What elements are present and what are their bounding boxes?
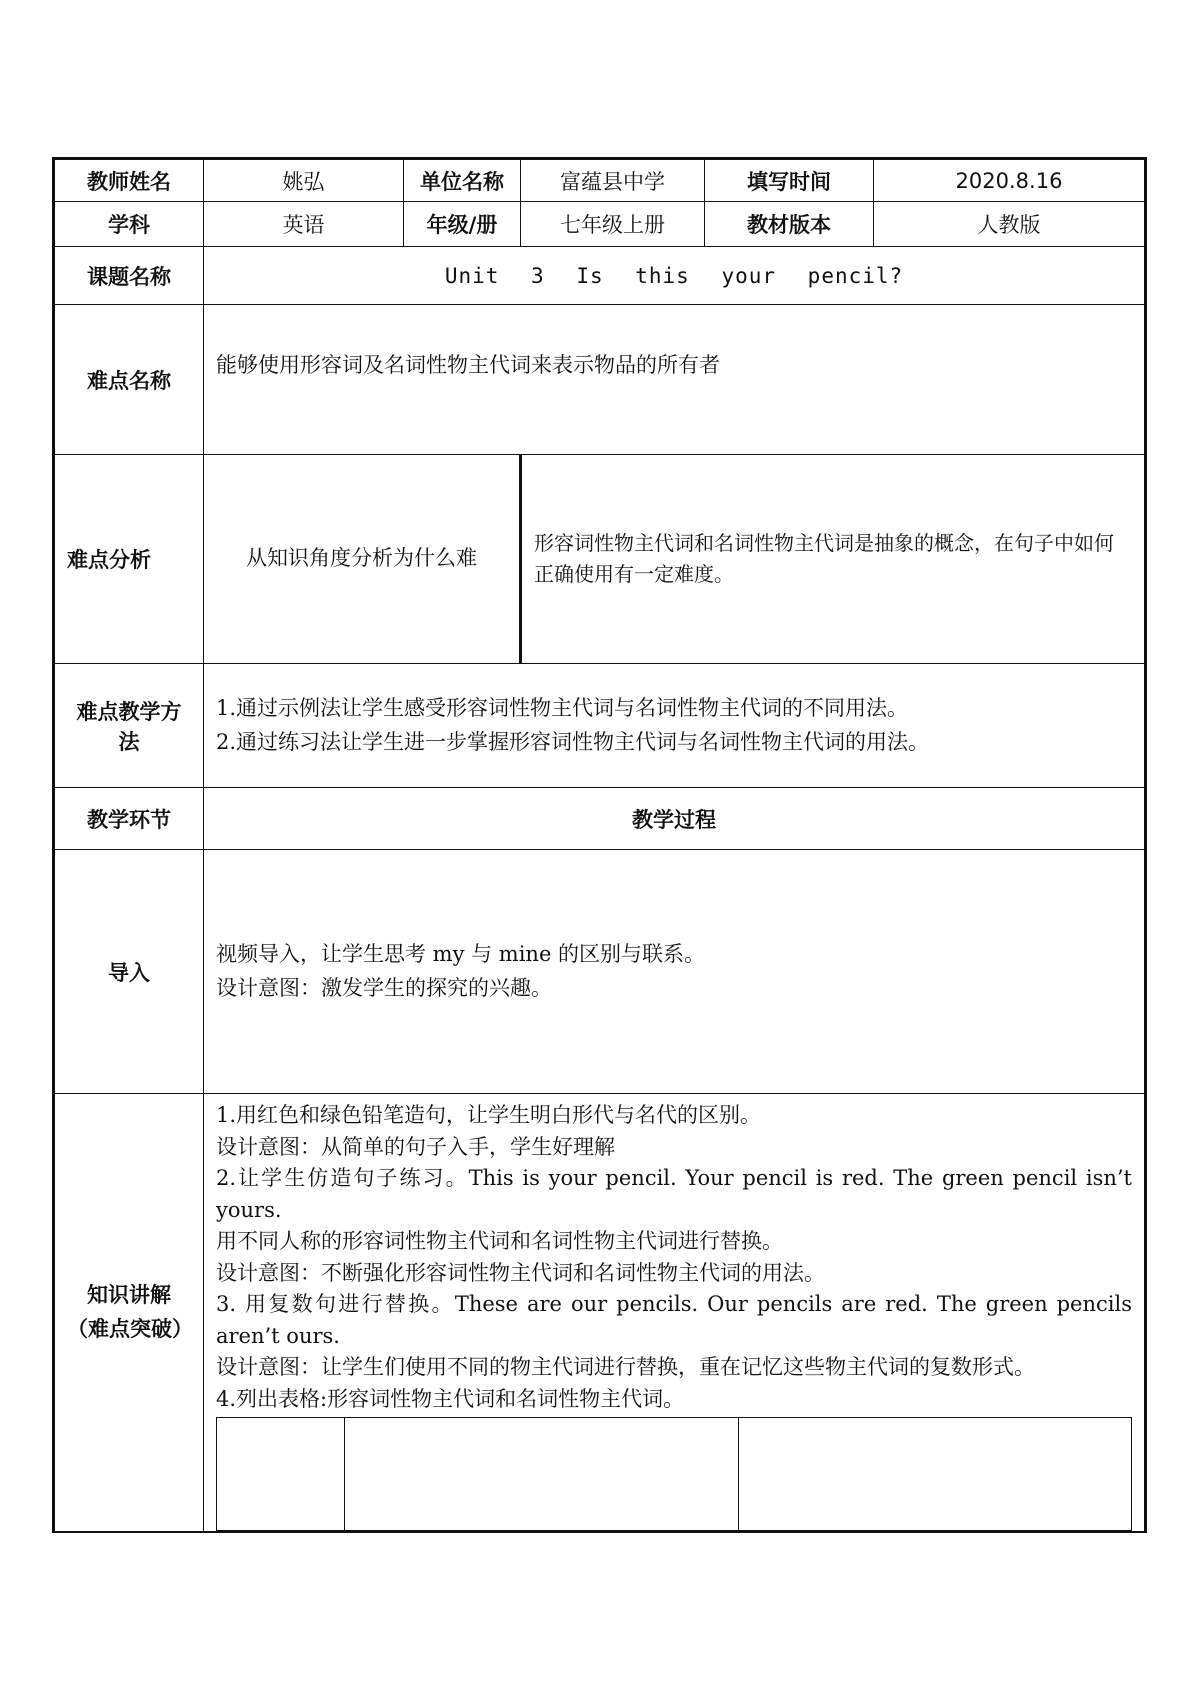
method-line-1: 1.通过示例法让学生感受形容词性物主代词与名词性物主代词的不同用法。: [216, 695, 909, 720]
knowledge-line-1: 1.用红色和绿色铅笔造句，让学生明白形代与名代的区别。: [216, 1103, 762, 1127]
subject-value: 英语: [204, 202, 404, 247]
knowledge-label-line-2: （难点突破）: [67, 1316, 193, 1341]
difficulty-value: 能够使用形容词及名词性物主代词来表示物品的所有者: [204, 305, 1146, 455]
intro-content: [204, 850, 1146, 1094]
intro-line-1: 视频导入，让学生思考 my 与 mine 的区别与联系。: [216, 941, 706, 966]
stage-label: 教学环节: [54, 788, 204, 850]
grade-label: 年级/册: [404, 202, 521, 247]
pronoun-table-cell: [738, 1418, 1131, 1531]
pronoun-table-cell: [345, 1418, 738, 1531]
topic-value: Unit 3 Is this your pencil?: [204, 247, 1146, 305]
fill-date: 2020.8.16: [874, 159, 1146, 202]
teacher-label: 教师姓名: [54, 159, 204, 202]
intro-label: 导入: [54, 850, 204, 1094]
unit-name: 富蕴县中学: [521, 159, 705, 202]
pronoun-table-cell: [217, 1418, 345, 1531]
method-label: 难点教学方法: [54, 664, 204, 788]
process-label: 教学过程: [204, 788, 1146, 850]
method-content: [204, 664, 1146, 788]
knowledge-line-4: 用不同人称的形容词性物主代词和名词性物主代词进行替换。: [216, 1229, 783, 1253]
method-line-2: 2.通过练习法让学生进一步掌握形容词性物主代词与名词性物主代词的用法。: [216, 729, 930, 754]
subject-label: 学科: [54, 202, 204, 247]
analysis-sub-label: 从知识角度分析为什么难: [204, 455, 521, 664]
knowledge-line-5: 设计意图：不断强化形容词性物主代词和名词性物主代词的用法。: [216, 1260, 825, 1285]
date-label: 填写时间: [705, 159, 874, 202]
knowledge-line-6: 3. 用复数句进行替换。These are our pencils. Our pencils are red. The green pencils aren’t ours.: [216, 1292, 1132, 1348]
analysis-label: 难点分析: [54, 455, 204, 664]
knowledge-label-line-1: 知识讲解: [87, 1282, 171, 1307]
teacher-name: 姚弘: [204, 159, 404, 202]
knowledge-label: [54, 1094, 204, 1533]
knowledge-line-7: 设计意图：让学生们使用不同的物主代词进行替换，重在记忆这些物主代词的复数形式。: [216, 1355, 1035, 1379]
pronoun-table: [216, 1417, 1132, 1531]
difficulty-label: 难点名称: [54, 305, 204, 455]
analysis-value: 形容词性物主代词和名词性物主代词是抽象的概念，在句子中如何正确使用有一定难度。: [521, 455, 1146, 664]
lesson-plan-table: [52, 157, 1147, 1533]
knowledge-line-3: 2.让学生仿造句子练习。This is your pencil. Your pencil is red. The green pencil isn’t yours.: [216, 1166, 1132, 1222]
unit-label: 单位名称: [404, 159, 521, 202]
intro-line-2: 设计意图：激发学生的探究的兴趣。: [216, 975, 552, 1000]
grade-value: 七年级上册: [521, 202, 705, 247]
knowledge-content: [204, 1094, 1146, 1533]
edition-label: 教材版本: [705, 202, 874, 247]
knowledge-line-2: 设计意图：从简单的句子入手，学生好理解: [216, 1134, 615, 1159]
knowledge-line-8: 4.列出表格:形容词性物主代词和名词性物主代词。: [216, 1386, 685, 1411]
topic-label: 课题名称: [54, 247, 204, 305]
edition-value: 人教版: [874, 202, 1146, 247]
